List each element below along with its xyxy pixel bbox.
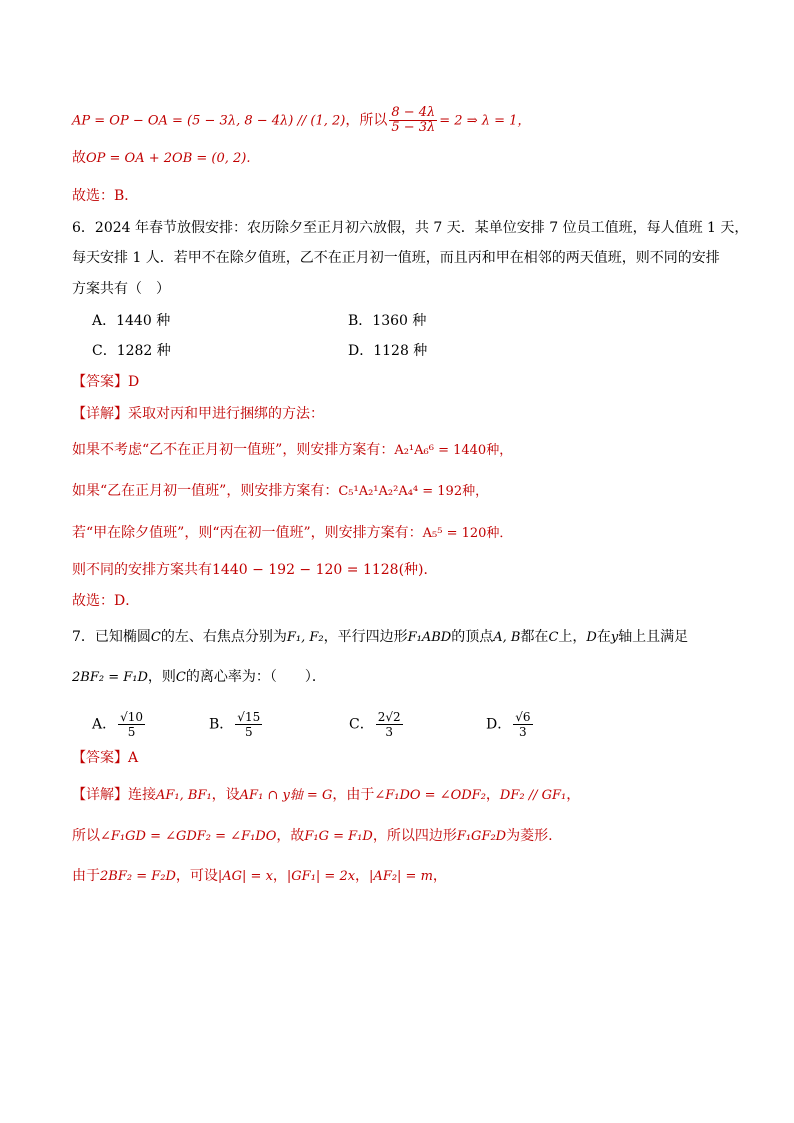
frac-num: √6 xyxy=(515,710,531,724)
q7-d-text: 由于 xyxy=(72,868,100,884)
q7-stem-text: 的左、右焦点分别为 xyxy=(160,629,287,645)
q7-stem-line-1 xyxy=(72,627,688,648)
q7-d-math: ∠F₁DO = ∠ODF₂ xyxy=(374,788,486,803)
q7-stem-text: 的顶点 xyxy=(451,629,494,645)
q7-d-text: 连接 xyxy=(128,787,156,803)
q5-vector-equation: AP = OP − OA = (5 − 3λ, 8 − 4λ) // (1, 2) xyxy=(72,113,346,129)
q7-d-math: |AF₂| = m xyxy=(369,869,433,884)
q5-text: ，所以 xyxy=(345,112,388,129)
q6-d2-formula: C₅¹A₂¹A₂²A₄⁴ = 192种， xyxy=(338,484,489,499)
q7-d-math: DF₂ // GF₁ xyxy=(499,788,567,803)
q7-answer-value: A xyxy=(128,750,139,766)
q7-stem-text: 在 xyxy=(596,629,611,645)
q7-d-text: ，所以四边形 xyxy=(372,828,457,844)
q7-detail-2 xyxy=(72,826,553,847)
q6-option-d: D．1128 种 xyxy=(348,343,428,359)
q7-d-text: ， xyxy=(566,787,581,803)
q6-detail-text: 采取对丙和甲进行捆绑的方法： xyxy=(128,406,324,422)
q5-frac-den: 5 − 3λ xyxy=(391,120,436,135)
q6-detail-3 xyxy=(72,523,512,544)
q7-ellipse-c: C xyxy=(150,630,161,645)
q7-option-a-frac xyxy=(118,710,145,739)
q7-option-d-label: D． xyxy=(486,716,512,733)
q5-lambda-result: = 2 ⇒ λ = 1， xyxy=(439,113,531,129)
q7-d-text: 为菱形. xyxy=(506,828,553,844)
q5-frac-num: 8 − 4λ xyxy=(391,105,436,120)
q6-detail-intro xyxy=(72,404,324,424)
q7-parallelogram: F₁ABD xyxy=(407,630,452,645)
q7-option-b xyxy=(209,710,264,739)
q5-result-line xyxy=(72,148,251,169)
q7-d-text: ， xyxy=(485,787,500,803)
q6-d1-formula: A₂¹A₆⁶ = 1440种， xyxy=(394,443,513,458)
frac-den: 5 xyxy=(244,725,253,739)
q7-ellipse-c: C xyxy=(175,670,186,685)
q5-fraction xyxy=(389,106,437,135)
q7-d-text: ， xyxy=(272,868,287,884)
q6-d1-text: 如果不考虑“乙不在正月初一值班”，则安排方案有： xyxy=(72,442,395,458)
q7-option-a xyxy=(92,710,147,739)
frac-num: 2√2 xyxy=(377,710,401,724)
q7-detail-tag: 【详解】 xyxy=(72,787,128,803)
q6-d3-text: 若“甲在除夕值班”，则“丙在初一值班”，则安排方案有： xyxy=(72,525,423,541)
q7-point-d: D xyxy=(586,630,597,645)
q6-stem-line-3: 方案共有（ ） xyxy=(72,281,170,297)
q7-stem-text: 上， xyxy=(558,629,587,645)
q6-detail-2 xyxy=(72,481,488,502)
q7-d-math: ∠F₁GD = ∠GDF₂ = ∠F₁DO xyxy=(100,829,277,844)
q7-option-c-frac xyxy=(376,710,403,739)
q7-stem-text: ，则 xyxy=(147,669,176,685)
q7-option-c xyxy=(349,710,405,739)
q6-option-b: B．1360 种 xyxy=(348,313,427,329)
q7-d-text: ，故 xyxy=(276,828,305,844)
q7-d-text: ，由于 xyxy=(332,787,375,803)
q7-stem-text: 都在 xyxy=(520,629,549,645)
q7-option-b-frac xyxy=(235,710,262,739)
frac-num: √10 xyxy=(120,710,144,724)
q7-d-math: 2BF₂ = F₂D xyxy=(100,869,176,884)
q7-vector-condition: 2BF₂ = F₁D xyxy=(72,670,148,685)
q7-d-text: 所以 xyxy=(72,828,100,844)
q7-stem-text: 7．已知椭圆 xyxy=(72,629,151,645)
q6-detail-4: 则不同的安排方案共有1440 − 192 − 120 = 1128(种)． xyxy=(72,562,438,578)
q7-d-math: |GF₁| = 2x xyxy=(286,869,356,884)
q5-therefore: 故 xyxy=(72,150,86,166)
q6-answer xyxy=(72,372,139,392)
q7-ellipse-c: C xyxy=(548,630,559,645)
q6-d2-text: 如果“乙在正月初一值班”，则安排方案有： xyxy=(72,483,339,499)
q7-detail-1 xyxy=(72,785,580,806)
q7-d-math: |AG| = x xyxy=(217,869,273,884)
q7-option-d-frac xyxy=(513,710,532,739)
q7-d-math: F₁G = F₁D xyxy=(304,829,373,844)
frac-num: √15 xyxy=(237,710,261,724)
q5-op-equation: OP = OA + 2OB = (0, 2). xyxy=(86,151,251,166)
q5-choice: 故选：B． xyxy=(72,188,139,204)
q6-answer-tag: 【答案】 xyxy=(72,374,128,390)
q6-choice: 故选：D． xyxy=(72,593,140,609)
q6-detail-1 xyxy=(72,440,512,461)
q7-d-text: ， xyxy=(355,868,370,884)
q7-answer-tag: 【答案】 xyxy=(72,750,128,766)
q7-foci: F₁, F₂ xyxy=(286,630,324,645)
q5-vector-line xyxy=(72,106,530,135)
q6-stem-line-2: 每天安排 1 人．若甲不在除夕值班，乙不在正月初一值班，而且丙和甲在相邻的两天值班，则不同的安排 xyxy=(72,250,720,266)
q7-option-b-label: B． xyxy=(209,716,234,733)
q7-option-d xyxy=(486,710,535,739)
q7-d-text: ，可设 xyxy=(175,868,218,884)
q6-option-a: A．1440 种 xyxy=(92,313,171,329)
q7-d-math: AF₁ ∩ y轴 = G xyxy=(239,788,333,803)
q7-d-text: ，设 xyxy=(211,787,240,803)
q7-answer xyxy=(72,748,138,768)
q7-detail-3 xyxy=(72,866,447,887)
q7-stem-line-2 xyxy=(72,667,326,688)
q7-d-text: ， xyxy=(432,868,447,884)
q7-d-math: AF₁, BF₁ xyxy=(156,788,212,803)
q6-answer-value: D xyxy=(128,374,140,390)
frac-den: 5 xyxy=(127,725,136,739)
q7-option-c-label: C． xyxy=(349,716,374,733)
q6-detail-tag: 【详解】 xyxy=(72,406,128,422)
frac-den: 3 xyxy=(385,725,393,739)
q7-d-math: F₁GF₂D xyxy=(456,829,507,844)
q7-stem-text: 轴上且满足 xyxy=(618,629,689,645)
q7-stem-text: 的离心率为：（ ）． xyxy=(185,669,326,685)
q7-stem-text: ，平行四边形 xyxy=(323,629,408,645)
q7-y-axis: y xyxy=(610,630,619,645)
q6-option-c: C．1282 种 xyxy=(92,343,171,359)
frac-den: 3 xyxy=(519,725,527,739)
q6-stem-line-1: 6．2024 年春节放假安排：农历除夕至正月初六放假，共 7 天．某单位安排 7 位员工值班，每人值班 1 天， xyxy=(72,220,749,236)
q7-vertices: A, B xyxy=(493,630,521,645)
q7-option-a-label: A． xyxy=(92,716,117,733)
q6-d3-formula: A₅⁵ = 120种． xyxy=(422,526,513,541)
